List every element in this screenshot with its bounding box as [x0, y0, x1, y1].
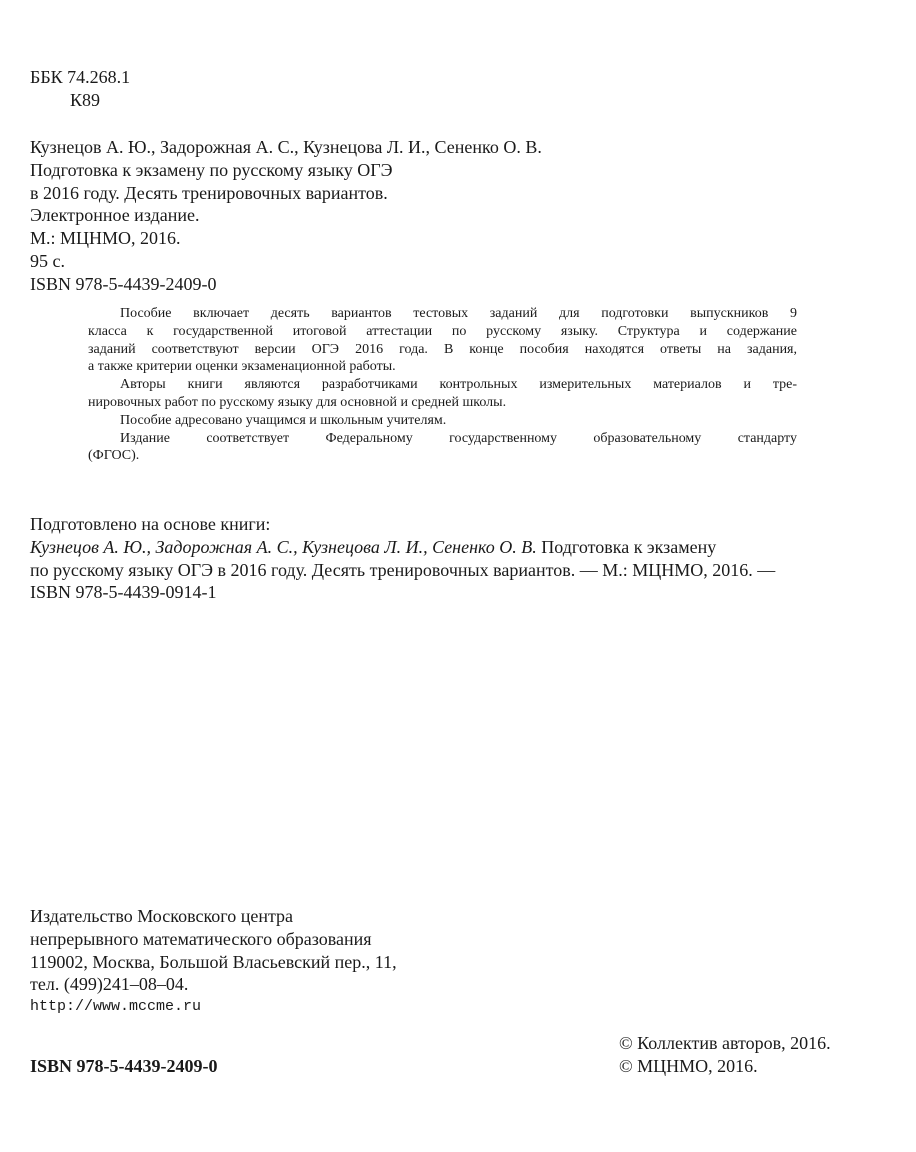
edition: Электронное издание. — [30, 205, 200, 226]
bibliographic-record — [30, 136, 542, 296]
abstract-line: (ФГОС). — [88, 448, 140, 464]
abstract-line: а также критерии оценки экзаменационной работы. — [88, 359, 396, 375]
source-title: Подготовка к экзамену — [536, 536, 717, 557]
publisher-imprint — [30, 905, 397, 1019]
abstract-line: Издание соответствует Федеральному государственному образовательному стандарту — [120, 430, 797, 446]
abstract-line: класса к государственной итоговой аттестации по русскому языку. Структура и содержание — [88, 323, 797, 339]
source-authors: Кузнецов А. Ю., Задорожная А. С., Кузнецова Л. И., Сененко О. В. — [30, 536, 537, 557]
author-mark: К89 — [70, 89, 101, 110]
title-line-2: в 2016 году. Десять тренировочных вариантов. — [30, 182, 388, 203]
abstract-line: Пособие адресовано учащимся и школьным учителям. — [120, 412, 447, 428]
abstract — [88, 305, 797, 465]
source-intro: Подготовлено на основе книги: — [30, 514, 271, 534]
imprint-line: Издательство Московского центра — [30, 906, 294, 926]
imprint-line: непрерывного математического образования — [30, 928, 372, 949]
source-isbn: ISBN 978-5-4439-0914-1 — [30, 582, 217, 603]
title-line-1: Подготовка к экзамену по русскому языку ОГЭ — [30, 159, 393, 180]
copyright — [619, 1032, 831, 1078]
page-count: 95 с. — [30, 250, 65, 271]
footer-isbn: ISBN 978-5-4439-2409-0 — [30, 1056, 218, 1076]
authors: Кузнецов А. Ю., Задорожная А. С., Кузнецова Л. И., Сененко О. В. — [30, 137, 542, 157]
abstract-line: нировочных работ по русскому языку для основной и средней школы. — [88, 394, 507, 410]
publisher: М.: МЦНМО, 2016. — [30, 228, 181, 249]
source-reference — [30, 513, 775, 604]
imprint-address: 119002, Москва, Большой Власьевский пер., 11, — [30, 951, 397, 972]
bbk-code: ББК 74.268.1 — [30, 67, 131, 87]
abstract-line: заданий соответствуют версии ОГЭ 2016 года. В конце пособия находятся ответы на задания, — [88, 341, 797, 357]
abstract-line: Пособие включает десять вариантов тестовых заданий для подготовки выпускников 9 — [120, 306, 797, 321]
imprint-phone: тел. (499)241–08–04. — [30, 974, 189, 995]
isbn: ISBN 978-5-4439-2409-0 — [30, 273, 217, 294]
publisher-url[interactable]: http://www.mccme.ru — [30, 998, 202, 1016]
classification — [30, 66, 130, 112]
source-line-2: по русскому языку ОГЭ в 2016 году. Десять тренировочных вариантов. — М.: МЦНМО, 2016. — — [30, 559, 776, 580]
copyright-publisher: © МЦНМО, 2016. — [619, 1055, 758, 1076]
copyright-authors: © Коллектив авторов, 2016. — [619, 1033, 831, 1053]
abstract-line: Авторы книги являются разработчиками контрольных измерительных материалов и тре- — [120, 377, 797, 393]
